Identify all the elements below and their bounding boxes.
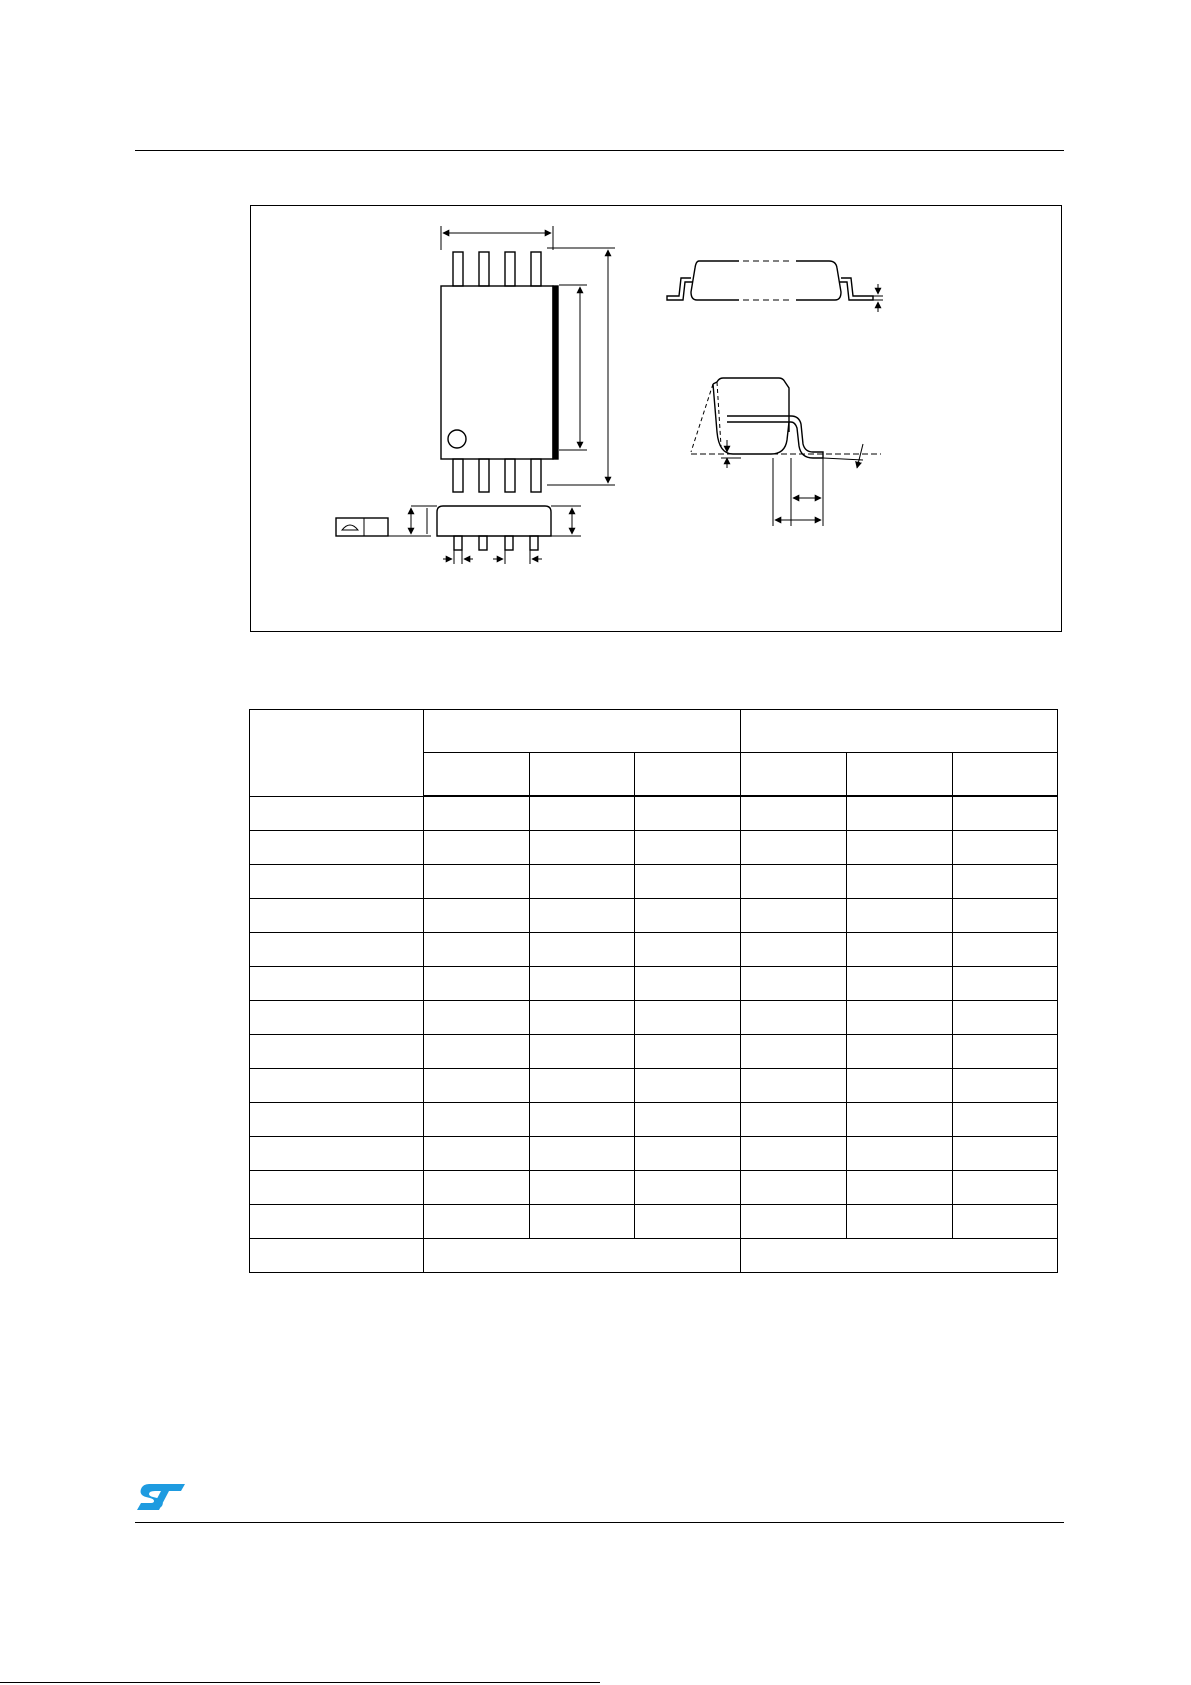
table-cell xyxy=(953,899,1058,933)
detail-body xyxy=(713,384,789,454)
table-cell xyxy=(530,1171,635,1205)
detail-axis xyxy=(691,384,713,452)
table-row xyxy=(250,1239,1058,1273)
table-cell xyxy=(847,1137,953,1171)
table-cell xyxy=(635,796,741,831)
table-cell xyxy=(250,1103,424,1137)
table-cell xyxy=(530,865,635,899)
table-cell xyxy=(530,1137,635,1171)
table-cell xyxy=(530,796,635,831)
table-cell xyxy=(741,796,847,831)
table-cell xyxy=(847,899,953,933)
table-cell xyxy=(530,831,635,865)
table-cell xyxy=(741,1001,847,1035)
package-body-top xyxy=(441,286,553,459)
top-leads xyxy=(453,252,541,286)
detail-lead xyxy=(727,416,823,458)
table-cell xyxy=(424,1001,530,1035)
side-lead-right xyxy=(839,278,873,300)
table-row xyxy=(250,1035,1058,1069)
table-cell xyxy=(424,899,530,933)
package-body-front xyxy=(437,506,551,536)
table-cell xyxy=(847,831,953,865)
pin1-marker xyxy=(448,430,466,448)
table-cell xyxy=(635,1171,741,1205)
header-cell xyxy=(635,753,741,797)
table-cell xyxy=(530,1035,635,1069)
side-view xyxy=(667,261,883,312)
table-row xyxy=(250,933,1058,967)
table-cell xyxy=(635,831,741,865)
table-cell xyxy=(635,1035,741,1069)
table-cell xyxy=(847,967,953,1001)
table-cell xyxy=(530,1103,635,1137)
table-cell xyxy=(635,1205,741,1239)
table-cell xyxy=(530,899,635,933)
table-row xyxy=(250,899,1058,933)
table-cell xyxy=(424,933,530,967)
seating-plane-icon xyxy=(342,525,358,530)
table-cell xyxy=(250,1239,424,1273)
top-view xyxy=(441,226,615,492)
table-cell xyxy=(847,1069,953,1103)
table-cell xyxy=(953,796,1058,831)
table-cell xyxy=(250,1137,424,1171)
table-cell xyxy=(635,933,741,967)
table-cell xyxy=(953,1137,1058,1171)
table-cell xyxy=(741,831,847,865)
table-cell xyxy=(530,967,635,1001)
table-cell xyxy=(741,1137,847,1171)
st-logo-shape xyxy=(137,1484,185,1510)
table-cell xyxy=(530,1001,635,1035)
angle-indicator xyxy=(857,444,863,468)
lead-detail-view xyxy=(691,378,881,526)
table-cell xyxy=(250,1205,424,1239)
table-cell xyxy=(953,831,1058,865)
table-cell xyxy=(741,865,847,899)
table-cell xyxy=(635,865,741,899)
table-cell xyxy=(250,1035,424,1069)
table-cell xyxy=(424,967,530,1001)
table-row xyxy=(250,1103,1058,1137)
header-cell xyxy=(424,753,530,797)
table-cell xyxy=(635,967,741,1001)
header-cell xyxy=(953,753,1058,797)
table-row xyxy=(250,831,1058,865)
table-cell xyxy=(635,1137,741,1171)
table-cell xyxy=(250,1069,424,1103)
top-rule xyxy=(135,150,1064,151)
bottom-leads xyxy=(453,459,541,492)
header-cell xyxy=(741,753,847,797)
table-cell xyxy=(741,899,847,933)
table-cell xyxy=(424,1103,530,1137)
table-cell xyxy=(250,831,424,865)
side-lead-left xyxy=(667,278,693,300)
seating-plane-box xyxy=(336,518,388,536)
table-row xyxy=(250,1137,1058,1171)
table-cell xyxy=(953,1069,1058,1103)
table-cell xyxy=(424,1171,530,1205)
table-cell xyxy=(741,1171,847,1205)
table-cell xyxy=(250,1001,424,1035)
table-row xyxy=(250,1001,1058,1035)
bottom-rule xyxy=(135,1522,1064,1523)
table-cell-merged xyxy=(741,1239,1058,1273)
table-row xyxy=(250,967,1058,1001)
table-cell xyxy=(530,1205,635,1239)
front-view xyxy=(336,506,581,564)
table-cell xyxy=(741,967,847,1001)
header-cell xyxy=(847,753,953,797)
table-header-row-1 xyxy=(250,710,1058,753)
table-cell xyxy=(741,1035,847,1069)
table-cell xyxy=(424,1069,530,1103)
header-cell xyxy=(530,753,635,797)
table-cell xyxy=(424,796,530,831)
table-cell xyxy=(250,1171,424,1205)
table-cell xyxy=(953,1205,1058,1239)
table-cell xyxy=(847,1171,953,1205)
package-dimensions-table xyxy=(249,709,1058,1273)
table-cell-merged xyxy=(424,1239,741,1273)
table-row xyxy=(250,1171,1058,1205)
table-cell xyxy=(741,1069,847,1103)
table-row xyxy=(250,865,1058,899)
table-cell xyxy=(250,933,424,967)
body-edge xyxy=(553,286,558,459)
table-cell xyxy=(847,865,953,899)
table-cell xyxy=(953,1171,1058,1205)
page-edge-rule xyxy=(0,1682,600,1683)
table-cell xyxy=(953,865,1058,899)
table-cell xyxy=(530,1069,635,1103)
table-cell xyxy=(424,1035,530,1069)
table-cell xyxy=(635,899,741,933)
table-cell xyxy=(847,1205,953,1239)
table-cell xyxy=(953,1103,1058,1137)
table-cell xyxy=(530,933,635,967)
table-cell xyxy=(635,1103,741,1137)
table-cell xyxy=(741,1205,847,1239)
table-row xyxy=(250,1205,1058,1239)
table-cell xyxy=(635,1069,741,1103)
table-cell xyxy=(953,1001,1058,1035)
package-drawing-svg xyxy=(251,206,1063,633)
header-cell-symbol xyxy=(250,710,424,797)
table-row xyxy=(250,1069,1058,1103)
table-cell xyxy=(953,1035,1058,1069)
table-row xyxy=(250,796,1058,831)
table-cell xyxy=(250,899,424,933)
table-cell xyxy=(250,865,424,899)
table-cell xyxy=(847,1001,953,1035)
table-cell xyxy=(250,967,424,1001)
st-logo-icon xyxy=(135,1482,187,1517)
header-cell-group-1 xyxy=(424,710,741,753)
header-cell-group-2 xyxy=(741,710,1058,753)
table-cell xyxy=(424,1137,530,1171)
table-cell xyxy=(250,796,424,831)
table-cell xyxy=(424,1205,530,1239)
table-cell xyxy=(847,1103,953,1137)
table-cell xyxy=(741,933,847,967)
table-cell xyxy=(741,1103,847,1137)
package-outline-drawing xyxy=(250,205,1062,632)
table-cell xyxy=(847,1035,953,1069)
table-cell xyxy=(953,967,1058,1001)
table-cell xyxy=(847,796,953,831)
table-cell xyxy=(847,933,953,967)
package-body-side xyxy=(691,261,841,300)
table-cell xyxy=(953,933,1058,967)
table-cell xyxy=(635,1001,741,1035)
table-cell xyxy=(424,865,530,899)
table-cell xyxy=(424,831,530,865)
